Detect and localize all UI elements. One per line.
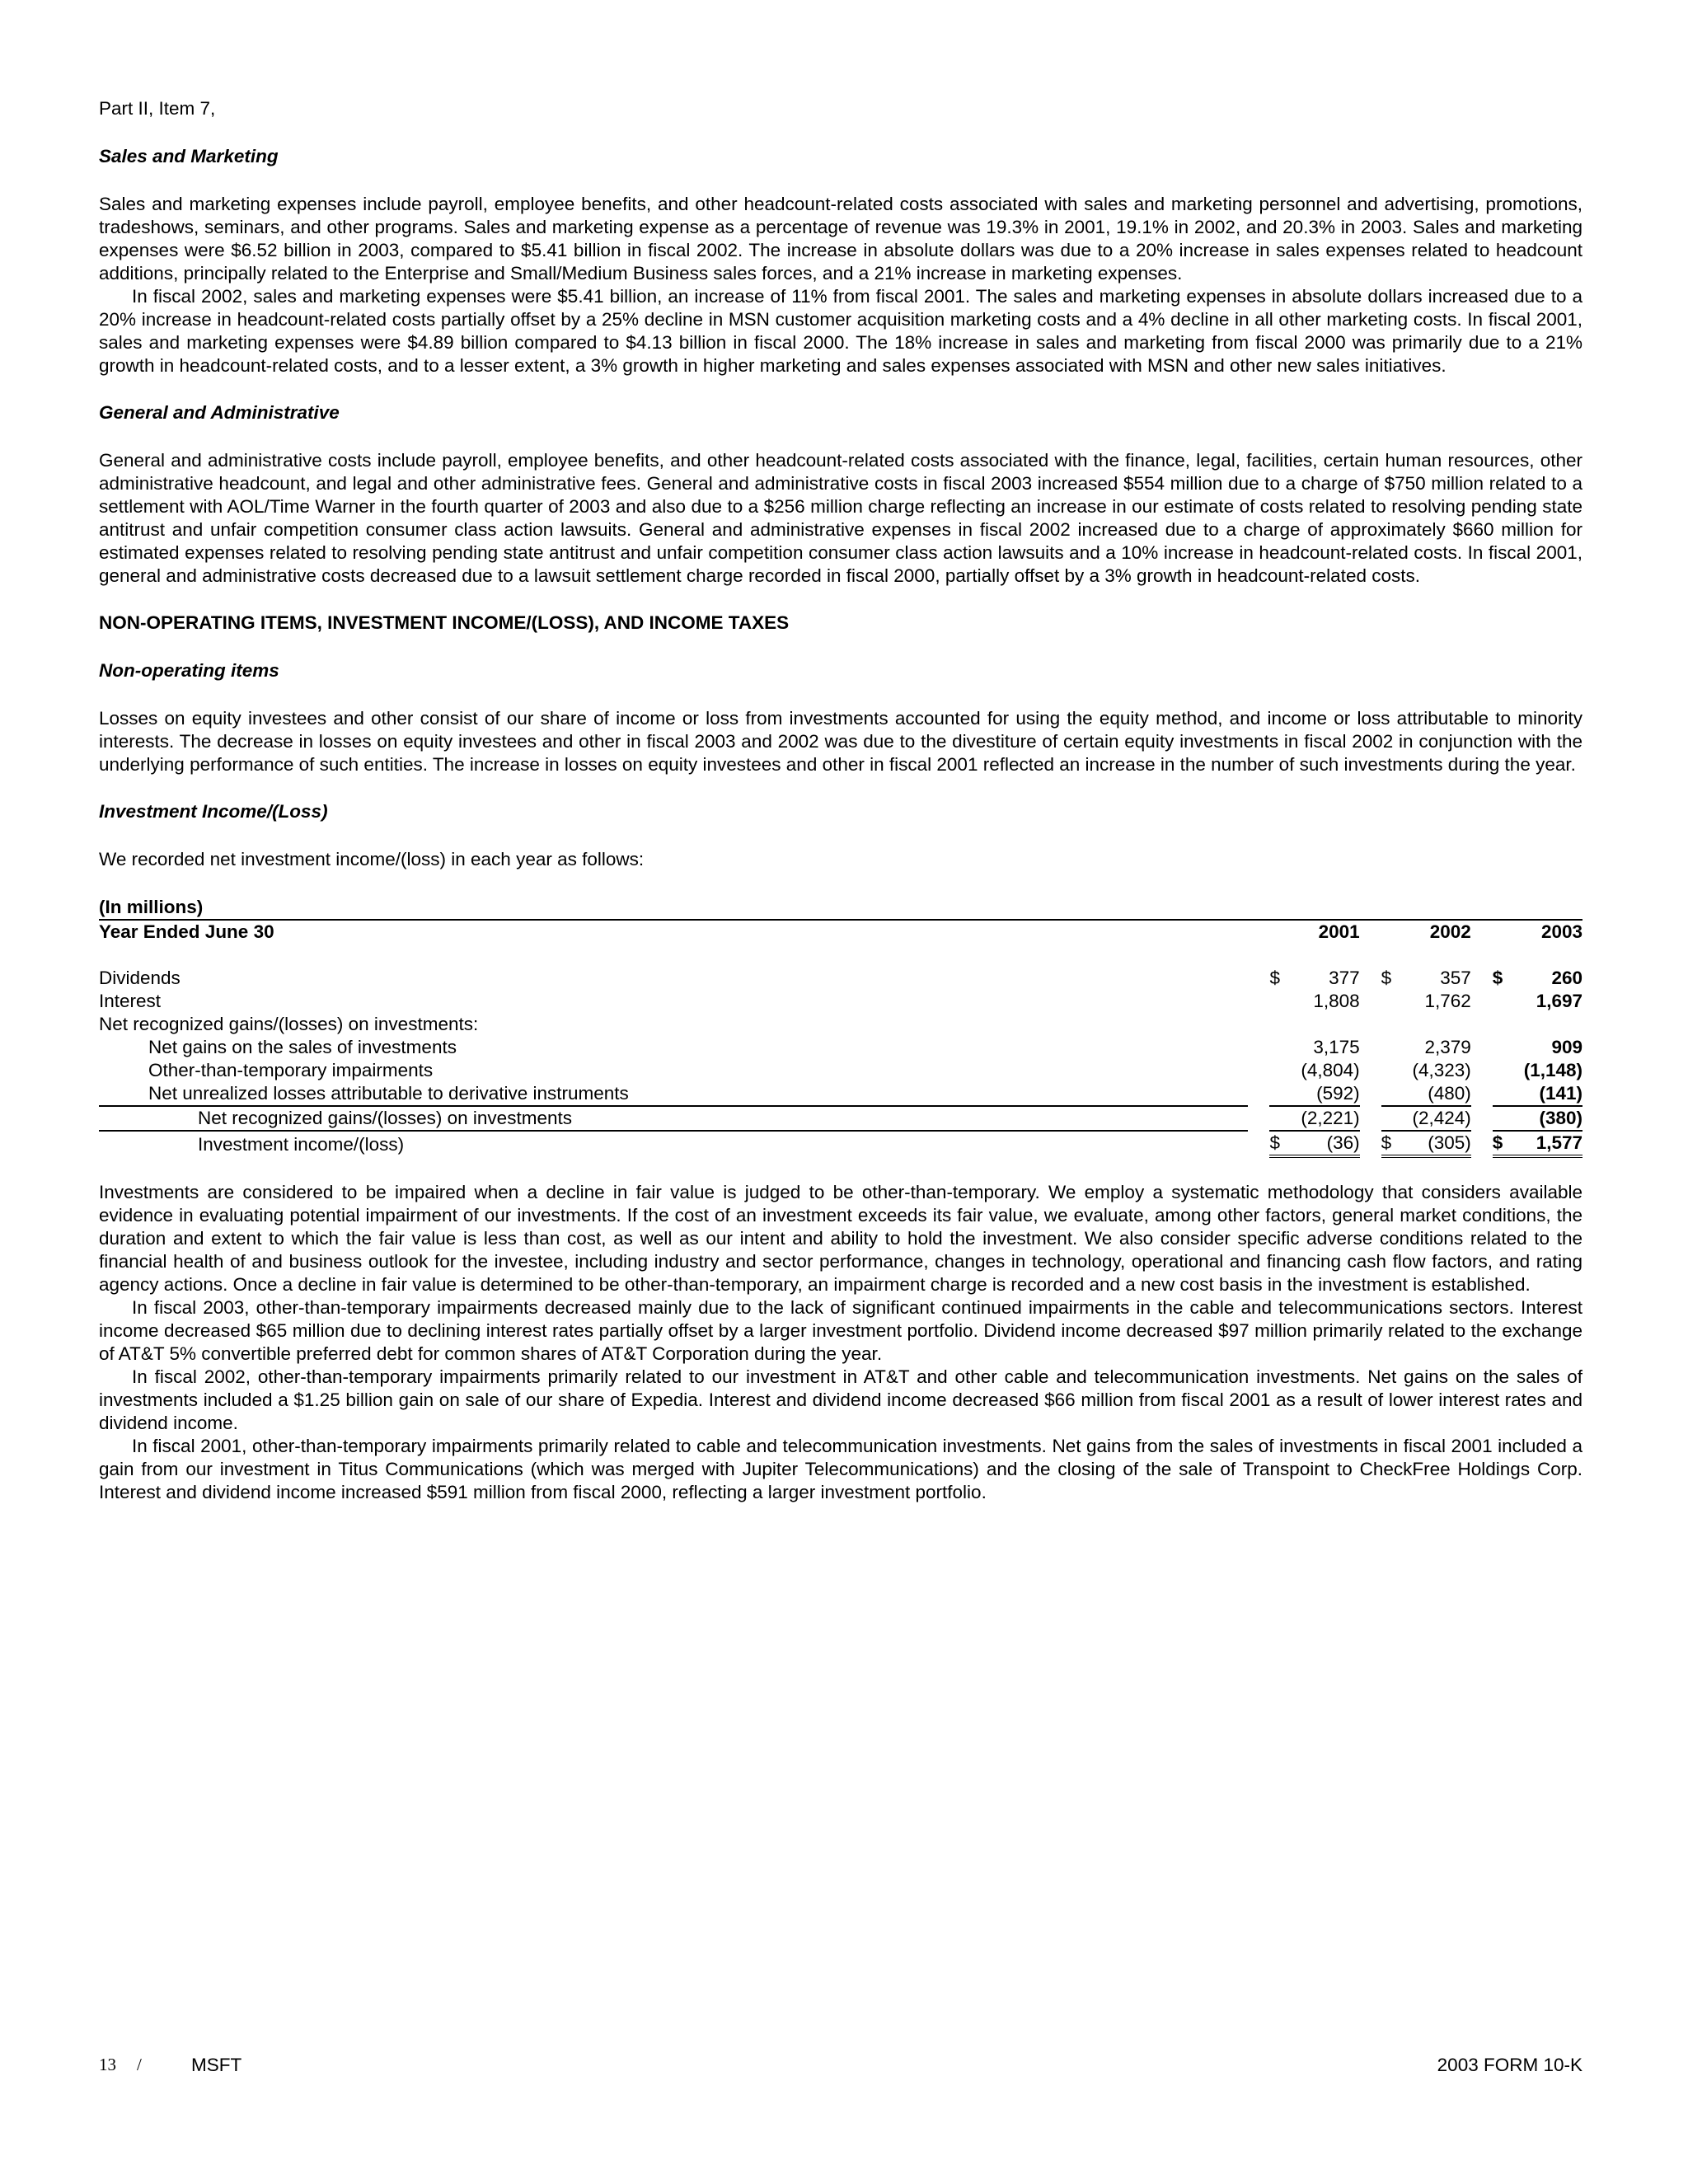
investment-income-lead: We recorded net investment income/(loss) in each year as follows:: [99, 849, 645, 869]
general-admin-heading: General and Administrative: [99, 402, 340, 423]
footer-ticker: MSFT: [191, 2055, 242, 2075]
dividends-2001: 377: [1329, 968, 1360, 988]
investment-income-paragraph-4: In fiscal 2001, other-than-temporary impairments primarily related to cable and telecommunication investments. Net gains from the sales of investments in fiscal 2001 included a gain from our investment in Titus Communications (which was merged with Jupiter Telecommunications) and the closing of the sale of Transpoint to CheckFree Holdings Corp. Interest and dividend income increased $591 million from fiscal 2000, reflecting a larger investment portfolio.: [99, 1436, 1582, 1502]
net-recognized-total-2002: (2,424): [1381, 1106, 1471, 1131]
nonop-items-paragraph-1: Losses on equity investees and other consist of our share of income or loss from investments accounted for using the equity method, and income or loss attributable to minority interests. The decrease in losses on equity investees and other in fiscal 2003 and 2002 was due to the divestiture of certain equity investments in fiscal 2002 in conjunction with the underlying performance of such entities. The increase in losses on equity investees and other in fiscal 2001 reflected an increase in the number of such investments during the year.: [99, 708, 1582, 775]
net-gains-sales-2001: 3,175: [1313, 1037, 1360, 1057]
investment-income-total-2002: (305): [1428, 1132, 1471, 1153]
table-row: [99, 967, 1582, 990]
table-row: [99, 990, 1582, 1013]
table-row: [99, 1059, 1582, 1082]
table-row: [99, 1036, 1582, 1059]
investment-income-paragraph-1: Investments are considered to be impaired when a decline in fair value is judged to be other-than-temporary. We employ a systematic methodology that considers available evidence in evaluating potential impairment of our investments. If the cost of an investment exceeds its fair value, we evaluate, among other factors, general market conditions, the duration and extent to which the fair value is less than cost, as well as our intent and ability to hold the investment. We also consider specific adverse conditions related to the financial health of and business outlook for the investee, including industry and sector performance, changes in technology, operational and financing cash flow factors, and rating agency actions. Once a decline in fair value is determined to be other-than-temporary, an impairment charge is recorded and a new cost basis in the investment is established.: [99, 1182, 1582, 1295]
net-gains-sales-2003: 909: [1551, 1037, 1582, 1057]
investment-income-total-2003: 1,577: [1536, 1132, 1582, 1153]
row-label-dividends: Dividends: [99, 968, 181, 988]
investment-income-paragraph-2: In fiscal 2003, other-than-temporary impairments decreased mainly due to the lack of significant continued impairments in the cable and telecommunications sectors. Interest income decreased $65 million due to declining interest rates partially offset by a larger investment portfolio. Dividend income decreased $97 million primarily related to the exchange of AT&T 5% convertible preferred debt for common shares of AT&T Corporation during the year.: [99, 1297, 1582, 1364]
currency-symbol: $: [1492, 968, 1503, 988]
row-label-investment-income-total: Investment income/(loss): [198, 1134, 405, 1155]
dividends-2002: 357: [1440, 968, 1471, 988]
unrealized-losses-2003: (141): [1493, 1082, 1582, 1106]
row-label-net-recognized-total: Net recognized gains/(losses) on investments: [99, 1106, 1248, 1131]
currency-symbol: $: [1492, 1132, 1503, 1153]
table-row: [99, 1131, 1582, 1156]
net-gains-sales-2002: 2,379: [1424, 1037, 1471, 1057]
currency-symbol: $: [1269, 1132, 1280, 1153]
page-content: [99, 97, 1582, 1528]
nonop-section-heading: NON-OPERATING ITEMS, INVESTMENT INCOME/(LOSS), AND INCOME TAXES: [99, 612, 790, 633]
page-number: 13: [99, 2055, 116, 2074]
table-row: [99, 1013, 1582, 1036]
page-separator: /: [137, 2055, 142, 2074]
row-label-unrealized-losses: Net unrealized losses attributable to derivative instruments: [99, 1082, 1248, 1106]
table-row: [99, 1106, 1582, 1131]
investment-income-section: [99, 800, 1582, 1504]
investment-income-total-2001: (36): [1326, 1132, 1360, 1153]
sales-marketing-paragraph-1: Sales and marketing expenses include payroll, employee benefits, and other headcount-related costs associated with sales and marketing personnel and advertising, promotions, tradeshows, seminars, and other programs. Sales and marketing expense as a percentage of revenue was 19.3% in 2001, 19.1% in 2002, and 20.3% in 2003. Sales and marketing expenses were $6.52 billion in 2003, compared to $5.41 billion in fiscal 2002. The increase in absolute dollars was due to a 20% increase in sales expenses related to headcount additions, principally related to the Enterprise and Small/Medium Business sales forces, and a 21% increase in marketing expenses.: [99, 194, 1582, 284]
impairments-2002: (4,323): [1412, 1060, 1471, 1080]
interest-2002: 1,762: [1424, 991, 1471, 1011]
table-header-row: [99, 920, 1582, 944]
nonop-items-heading: Non-operating items: [99, 660, 279, 681]
net-recognized-total-2003: (380): [1493, 1106, 1582, 1131]
column-header-2002: 2002: [1429, 921, 1471, 942]
currency-symbol: $: [1381, 1132, 1392, 1153]
nonop-items-section: [99, 659, 1582, 776]
table-year-label: Year Ended June 30: [99, 921, 274, 942]
footer-form-label: 2003 FORM 10-K: [1437, 2055, 1582, 2075]
investment-income-paragraph-3: In fiscal 2002, other-than-temporary impairments primarily related to our investment in AT&T and other cable and telecommunication investments. Net gains on the sales of investments included a $1.25 billion gain on sale of our share of Expedia. Interest and dividend income decreased $66 million from fiscal 2001 as a result of lower interest rates and dividend income.: [99, 1366, 1582, 1433]
currency-symbol: $: [1381, 968, 1392, 988]
row-label-net-gains-sales: Net gains on the sales of investments: [148, 1037, 457, 1057]
column-header-2001: 2001: [1318, 921, 1360, 942]
row-label-interest: Interest: [99, 991, 162, 1011]
currency-symbol: $: [1269, 968, 1280, 988]
part-label: Part II, Item 7,: [99, 98, 216, 119]
impairments-2003: (1,148): [1523, 1060, 1582, 1080]
general-admin-paragraph-1: General and administrative costs include payroll, employee benefits, and other headcount-related costs associated with the finance, legal, facilities, certain human resources, other administrative headcount, and legal and other administrative fees. General and administrative costs in fiscal 2003 increased $554 million due to a charge of $750 million related to a settlement with AOL/Time Warner in the fourth quarter of 2003 and also due to a $256 million charge reflecting an increase in our estimate of costs related to resolving pending state antitrust and unfair competition consumer class action lawsuits. General and administrative expenses in fiscal 2002 increased due to a charge of approximately $660 million for estimated expenses related to resolving pending state antitrust and unfair competition consumer class action lawsuits and a 10% increase in headcount-related costs. In fiscal 2001, general and administrative costs decreased due to a lawsuit settlement charge recorded in fiscal 2000, partially offset by a 3% growth in headcount-related costs.: [99, 450, 1582, 586]
unrealized-losses-2001: (592): [1269, 1082, 1359, 1106]
column-header-2003: 2003: [1540, 921, 1582, 942]
unrealized-losses-2002: (480): [1381, 1082, 1471, 1106]
table-units-label: (In millions): [99, 896, 1248, 920]
table-row: [99, 1082, 1582, 1106]
net-recognized-total-2001: (2,221): [1269, 1106, 1359, 1131]
investment-income-table: [99, 896, 1582, 1158]
general-admin-section: [99, 401, 1582, 588]
table-units-row: [99, 896, 1582, 920]
sales-marketing-heading: Sales and Marketing: [99, 146, 279, 166]
interest-2001: 1,808: [1313, 991, 1360, 1011]
dividends-2003: 260: [1551, 968, 1582, 988]
impairments-2001: (4,804): [1301, 1060, 1360, 1080]
row-label-net-recognized-header: Net recognized gains/(losses) on investments:: [99, 1014, 479, 1034]
investment-income-heading: Investment Income/(Loss): [99, 801, 328, 822]
row-label-impairments: Other-than-temporary impairments: [148, 1060, 434, 1080]
page-footer: [99, 2055, 1582, 2079]
sales-marketing-section: [99, 145, 1582, 377]
interest-2003: 1,697: [1536, 991, 1582, 1011]
sales-marketing-paragraph-2: In fiscal 2002, sales and marketing expenses were $5.41 billion, an increase of 11% from fiscal 2001. The sales and marketing expenses in absolute dollars increased due to a 20% increase in headcount-related costs partially offset by a 25% decline in MSN customer acquisition marketing costs and a 4% decline in all other marketing costs. In fiscal 2001, sales and marketing expenses were $4.89 billion compared to $4.13 billion in fiscal 2000. The 18% increase in sales and marketing from fiscal 2000 was primarily due to a 21% growth in headcount-related costs, and to a lesser extent, a 3% growth in higher marketing and sales expenses associated with MSN and other new sales initiatives.: [99, 286, 1582, 376]
